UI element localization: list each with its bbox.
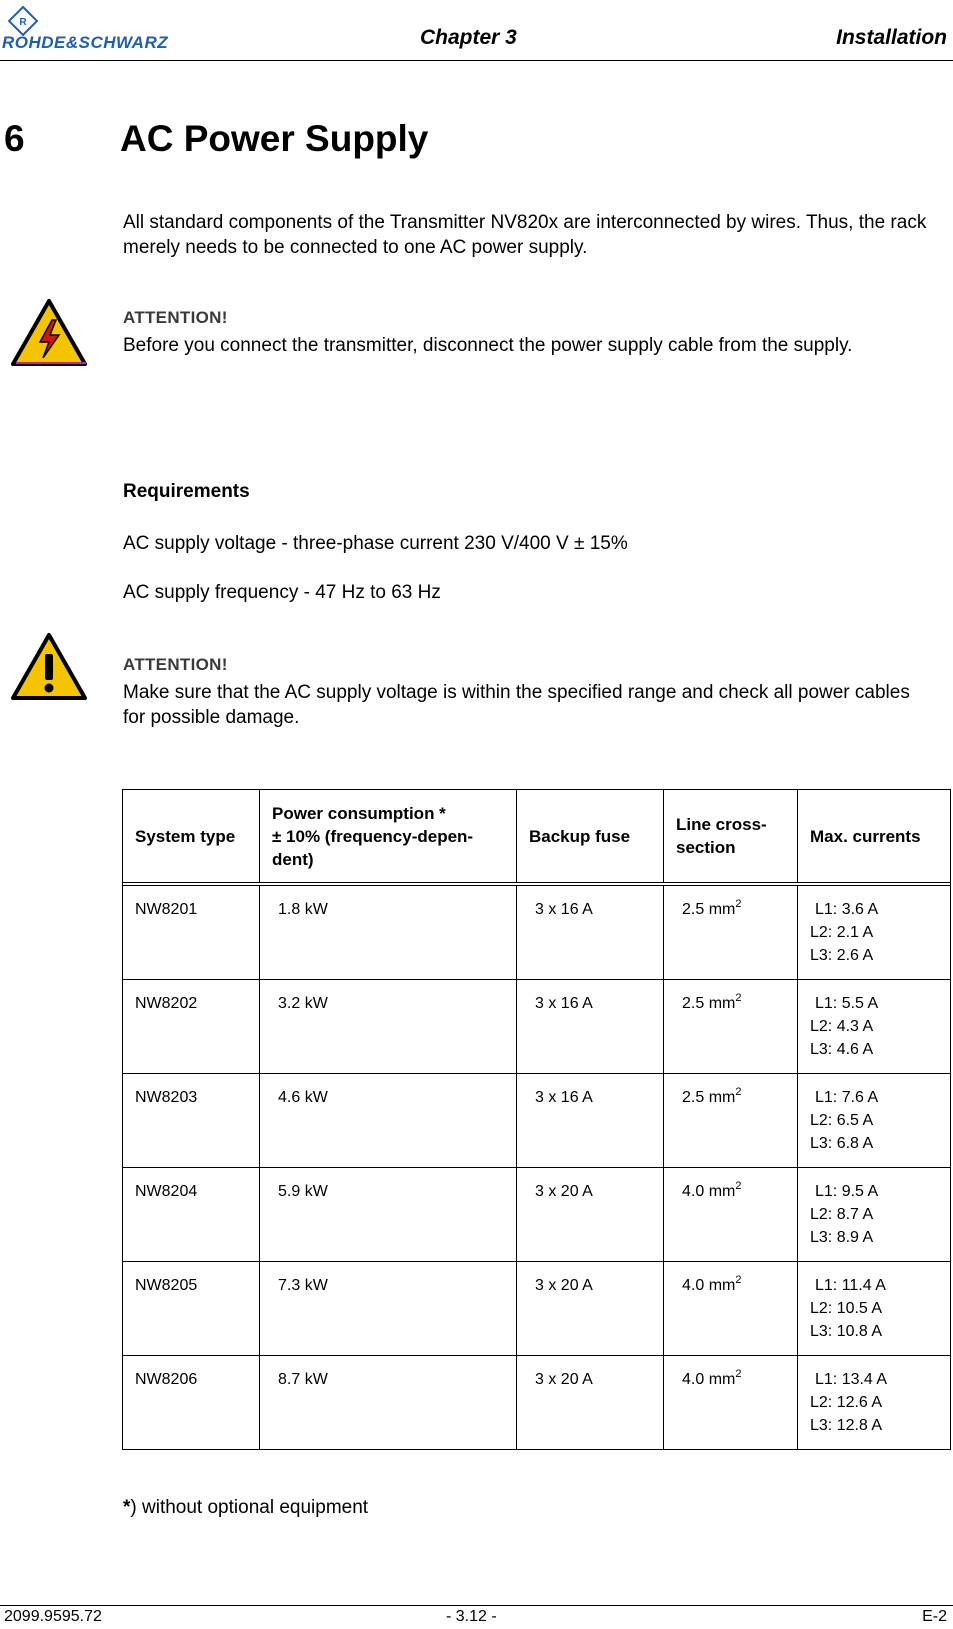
header-power-line: dent) (272, 849, 314, 869)
cross-section-value: 4.0 mm (682, 1277, 736, 1294)
system-type-cell: NW8204 (135, 1183, 198, 1200)
frequency-requirement: AC supply frequency - 47 Hz to 63 Hz (123, 582, 441, 603)
power-cell: 4.6 kW (259, 1074, 516, 1167)
header-system-type: System type (135, 826, 236, 846)
current-l3: L3: 2.6 A (810, 947, 874, 964)
cross-section-value: 2.5 mm (682, 995, 736, 1012)
rohde-schwarz-diamond-icon (8, 6, 38, 36)
power-cell: 1.8 kW (259, 886, 516, 979)
system-type-cell: NW8206 (135, 1371, 198, 1388)
power-cell: 3.2 kW (259, 980, 516, 1073)
cross-section-cell (663, 1168, 797, 1261)
table-row (123, 886, 950, 979)
fuse-cell: 3 x 16 A (516, 1074, 663, 1167)
cross-section-exponent: 2 (735, 1180, 742, 1192)
attention-text: Make sure that the AC supply voltage is within the specified range and check all power cables for possible damage. (123, 682, 910, 728)
edition-label: E-2 (922, 1608, 947, 1625)
current-l1: L1: 7.6 A (815, 1089, 879, 1106)
header-line-cross-section: Line cross-section (663, 790, 797, 882)
current-l1: L1: 11.4 A (815, 1277, 886, 1294)
current-l2: L2: 8.7 A (810, 1206, 874, 1223)
header-divider (0, 60, 953, 61)
company-logo (0, 4, 230, 52)
current-l2: L2: 12.6 A (810, 1394, 883, 1411)
current-l1: L1: 3.6 A (815, 901, 879, 918)
power-specs-table (122, 789, 951, 1450)
current-l3: L3: 12.8 A (810, 1417, 883, 1434)
chapter-label: Chapter 3 (420, 26, 517, 49)
section-number: 6 (4, 118, 25, 159)
intro-paragraph: All standard components of the Transmitter NV820x are interconnected by wires. Thus, the rack merely needs to be connected to one AC power supply. (123, 212, 927, 258)
cross-section-value: 4.0 mm (682, 1183, 736, 1200)
current-l2: L2: 10.5 A (810, 1300, 883, 1317)
max-currents-cell (797, 1168, 950, 1261)
footer-divider (0, 1605, 953, 1606)
system-type-cell: NW8201 (135, 901, 198, 918)
cross-section-cell (663, 886, 797, 979)
current-l1: L1: 13.4 A (815, 1371, 888, 1388)
fuse-cell: 3 x 16 A (516, 980, 663, 1073)
max-currents-cell (797, 886, 950, 979)
cross-section-cell (663, 1356, 797, 1449)
system-type-cell: NW8205 (135, 1277, 198, 1294)
max-currents-cell (797, 1356, 950, 1449)
system-type-cell: NW8203 (135, 1089, 198, 1106)
voltage-requirement: AC supply voltage - three-phase current 230 V/400 V ± 15% (123, 533, 628, 554)
current-l1: L1: 9.5 A (815, 1183, 879, 1200)
power-cell: 7.3 kW (259, 1262, 516, 1355)
current-l2: L2: 2.1 A (810, 924, 874, 941)
attention-title: ATTENTION! (123, 655, 228, 674)
header-power-line: ± 10% (frequency-depen- (272, 826, 474, 846)
footnote-text: ) without optional equipment (130, 1497, 369, 1518)
cross-section-exponent: 2 (735, 1274, 742, 1286)
section-label: Installation (836, 26, 947, 49)
cross-section-value: 4.0 mm (682, 1371, 736, 1388)
logo-text: ROHDE&SCHWARZ (2, 33, 169, 52)
table-row (123, 1167, 950, 1261)
current-l3: L3: 6.8 A (810, 1135, 874, 1152)
table-body (123, 886, 950, 1449)
page-number: - 3.12 - (446, 1608, 497, 1625)
footnote (123, 1497, 368, 1519)
header-max-currents: Max. currents (797, 790, 950, 882)
fuse-cell: 3 x 20 A (516, 1168, 663, 1261)
cross-section-exponent: 2 (735, 992, 742, 1004)
fuse-cell: 3 x 16 A (516, 886, 663, 979)
cross-section-cell (663, 1074, 797, 1167)
header-backup-fuse: Backup fuse (516, 790, 663, 882)
power-cell: 5.9 kW (259, 1168, 516, 1261)
cross-section-exponent: 2 (735, 1086, 742, 1098)
current-l1: L1: 5.5 A (815, 995, 879, 1012)
cross-section-exponent: 2 (735, 898, 742, 910)
fuse-cell: 3 x 20 A (516, 1356, 663, 1449)
cross-section-cell (663, 1262, 797, 1355)
attention-text: Before you connect the transmitter, disconnect the power supply cable from the supply. (123, 335, 853, 356)
general-warning-icon (10, 632, 88, 702)
page-title: AC Power Supply (120, 118, 429, 159)
max-currents-cell (797, 1262, 950, 1355)
max-currents-cell (797, 1074, 950, 1167)
table-row (123, 1261, 950, 1355)
header-power-line: Power consumption * (272, 803, 446, 823)
current-l2: L2: 4.3 A (810, 1018, 874, 1035)
requirements-heading: Requirements (123, 481, 250, 502)
current-l3: L3: 8.9 A (810, 1229, 874, 1246)
header-power-consumption (259, 790, 516, 882)
high-voltage-warning-icon (10, 298, 88, 368)
attention-title: ATTENTION! (123, 308, 228, 327)
system-type-cell: NW8202 (135, 995, 198, 1012)
cross-section-exponent: 2 (735, 1368, 742, 1380)
cross-section-value: 2.5 mm (682, 1089, 736, 1106)
current-l3: L3: 4.6 A (810, 1041, 874, 1058)
cross-section-cell (663, 980, 797, 1073)
cross-section-value: 2.5 mm (682, 901, 736, 918)
table-row (123, 979, 950, 1073)
footnote-marker: * (123, 1497, 131, 1518)
max-currents-cell (797, 980, 950, 1073)
table-row (123, 1355, 950, 1449)
table-header-row (123, 790, 950, 886)
document-number: 2099.9595.72 (4, 1608, 102, 1625)
table-row (123, 1073, 950, 1167)
current-l3: L3: 10.8 A (810, 1323, 883, 1340)
power-cell: 8.7 kW (259, 1356, 516, 1449)
svg-text:R: R (19, 17, 27, 28)
fuse-cell: 3 x 20 A (516, 1262, 663, 1355)
current-l2: L2: 6.5 A (810, 1112, 874, 1129)
